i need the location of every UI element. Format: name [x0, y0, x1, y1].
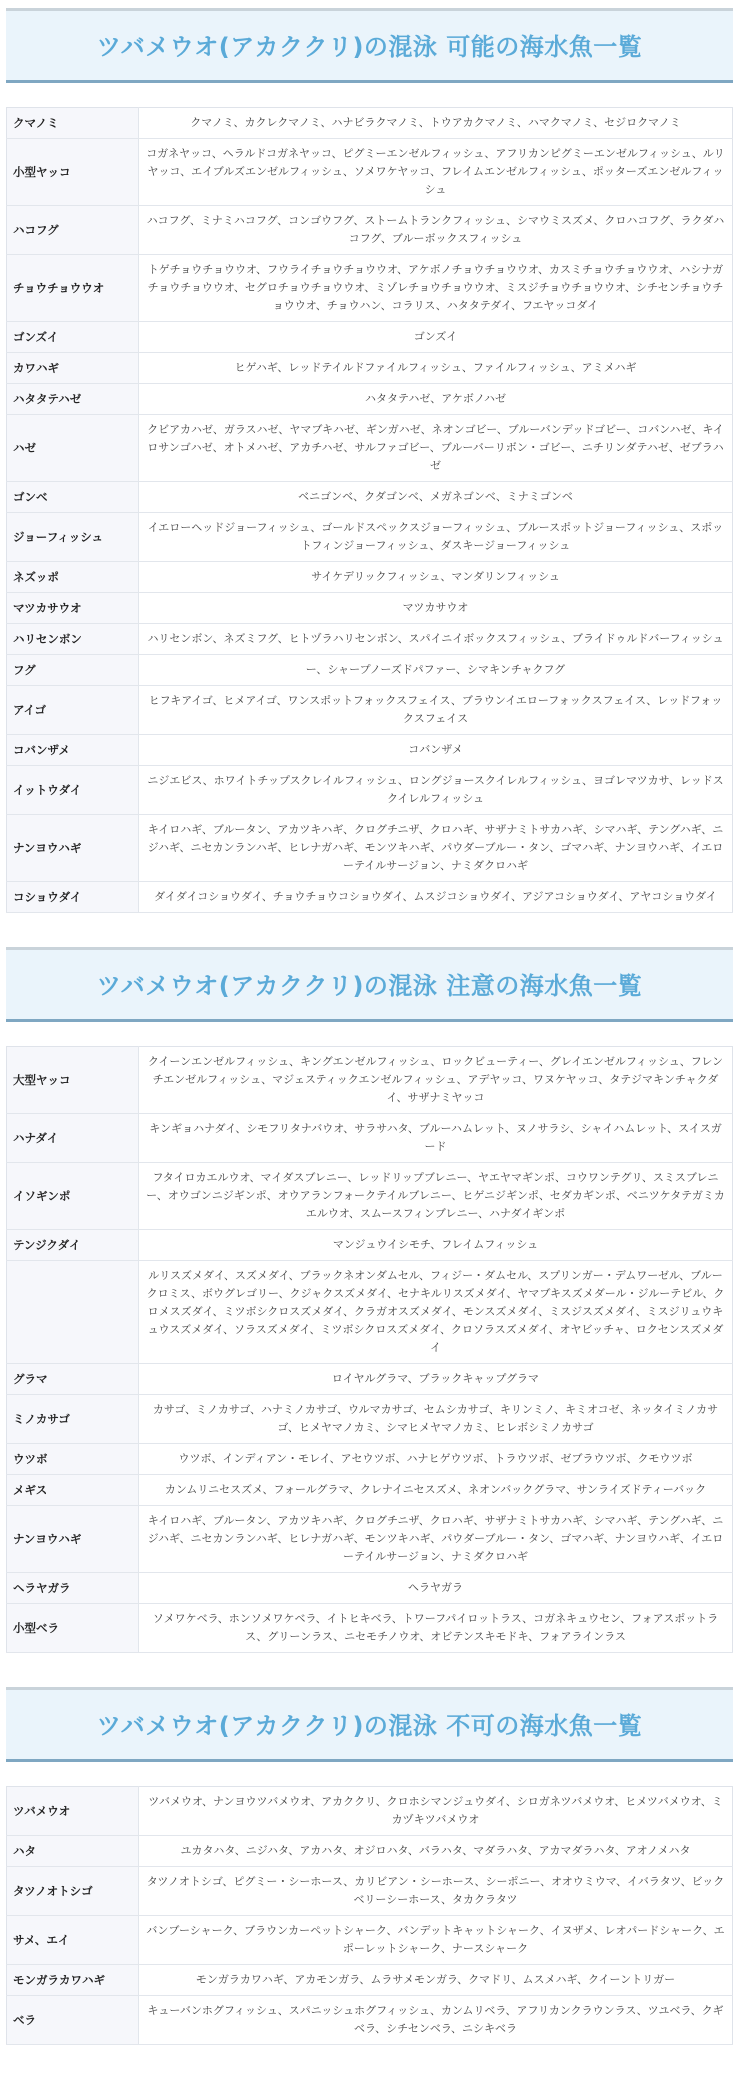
species-list: ヒゲハギ、レッドテイルドファイルフィッシュ、ファイルフィッシュ、アミメハギ	[139, 353, 733, 384]
species-list: ツバメウオ、ナンヨウツバメウオ、アカククリ、クロホシマンジュウダイ、シロガネツバメウオ、ヒメツバメウオ、ミカヅキツバメウオ	[139, 1787, 733, 1836]
fish-table	[6, 1786, 733, 2045]
species-list: コガネヤッコ、ヘラルドコガネヤッコ、ピグミーエンゼルフィッシュ、アフリカンピグミーエンゼルフィッシュ、ルリヤッコ、エイブルズエンゼルフィッシュ、ソメワケヤッコ、フレイムエンゼルフィッシュ、ポッターズエンゼルフィッシュ	[139, 139, 733, 206]
species-list: カサゴ、ミノカサゴ、ハナミノカサゴ、ウルマカサゴ、セムシカサゴ、キリンミノ、キミオコゼ、ネッタイミノカサゴ、ヒメヤマノカミ、シマヒメヤマノカミ、ヒレボシミノカサゴ	[139, 1395, 733, 1444]
fish-group-label: コバンザメ	[7, 735, 139, 766]
table-row	[7, 815, 733, 882]
fish-group-label: マツカサウオ	[7, 593, 139, 624]
species-list: ヒフキアイゴ、ヒメアイゴ、ワンスポットフォックスフェイス、ブラウンイエローフォックスフェイス、レッドフォックスフェイス	[139, 686, 733, 735]
species-list: フタイロカエルウオ、マイダスブレニー、レッドリップブレニー、ヤエヤマギンポ、コウワンテグリ、スミスブレニー、オウゴンニジギンポ、オウアランフォークテイルブレニー、ヒゲニジギンポ、セダカギンポ、ベニツケタテガミカエルウオ、スムースフィンブレニー、ハナダイギンポ	[139, 1163, 733, 1230]
table-row	[7, 1163, 733, 1230]
table-row	[7, 735, 733, 766]
species-list: マツカサウオ	[139, 593, 733, 624]
table-row	[7, 1261, 733, 1364]
fish-group-label: テンジクダイ	[7, 1230, 139, 1261]
fish-group-label: タツノオトシゴ	[7, 1867, 139, 1916]
species-list: ー、シャープノーズドパファー、シマキンチャクフグ	[139, 655, 733, 686]
species-list: ハコフグ、ミナミハコフグ、コンゴウフグ、ストームトランクフィッシュ、シマウミスズメ、クロハコフグ、ラクダハコフグ、ブルーボックスフィッシュ	[139, 206, 733, 255]
fish-group-label: ナンヨウハギ	[7, 1506, 139, 1573]
table-row	[7, 882, 733, 913]
species-list: クイーンエンゼルフィッシュ、キングエンゼルフィッシュ、ロックビューティー、グレイエンゼルフィッシュ、フレンチエンゼルフィッシュ、マジェスティックエンゼルフィッシュ、アデヤッコ、ワヌケヤッコ、タテジマキンチャクダイ、サザナミヤッコ	[139, 1047, 733, 1114]
fish-group-label: ハリセンボン	[7, 624, 139, 655]
species-list: ハタタテハゼ、アケボノハゼ	[139, 384, 733, 415]
species-list: クビアカハゼ、ガラスハゼ、ヤマブキハゼ、ギンガハゼ、ネオンゴビー、ブルーバンデッドゴビー、コバンハゼ、キイロサンゴハゼ、オトメハゼ、アカチハゼ、サルファゴビー、ブルーバーリボン・ゴビー、ニチリンダテハゼ、ゼブラハゼ	[139, 415, 733, 482]
table-row	[7, 655, 733, 686]
table-row	[7, 206, 733, 255]
species-list: クマノミ、カクレクマノミ、ハナビラクマノミ、トウアカクマノミ、ハマクマノミ、セジロクマノミ	[139, 108, 733, 139]
fish-group-label: ネズッポ	[7, 562, 139, 593]
fish-group-label: ハタ	[7, 1836, 139, 1867]
species-list: キューバンホグフィッシュ、スパニッシュホグフィッシュ、カンムリベラ、アフリカンクラウンラス、ツユベラ、クギベラ、シチセンベラ、ニシキベラ	[139, 1996, 733, 2045]
fish-group-label: ベラ	[7, 1996, 139, 2045]
fish-group-label: イットウダイ	[7, 766, 139, 815]
fish-group-label: ツバメウオ	[7, 1787, 139, 1836]
species-list: ハリセンボン、ネズミフグ、ヒトヅラハリセンボン、スパイニイボックスフィッシュ、ブライドゥルドバーフィッシュ	[139, 624, 733, 655]
species-list: カンムリニセスズメ、フォールグラマ、クレナイニセスズメ、ネオンバックグラマ、サンライズドティーバック	[139, 1475, 733, 1506]
fish-group-label: 小型ベラ	[7, 1604, 139, 1653]
table-row	[7, 593, 733, 624]
species-list: タツノオトシゴ、ピグミー・シーホース、カリビアン・シーホース、シーポニー、オオウミウマ、イバラタツ、ビックベリーシーホース、タカクラタツ	[139, 1867, 733, 1916]
fish-group-label: アイゴ	[7, 686, 139, 735]
table-row	[7, 353, 733, 384]
table-row	[7, 1230, 733, 1261]
table-row	[7, 322, 733, 353]
fish-group-label: コショウダイ	[7, 882, 139, 913]
table-row	[7, 139, 733, 206]
section-caution	[0, 947, 739, 1653]
fish-group-label: メギス	[7, 1475, 139, 1506]
table-row	[7, 686, 733, 735]
species-list: ダイダイコショウダイ、チョウチョウコショウダイ、ムスジコショウダイ、アジアコショウダイ、アヤコショウダイ	[139, 882, 733, 913]
fish-group-label: サメ、エイ	[7, 1916, 139, 1965]
fish-group-label: イソギンポ	[7, 1163, 139, 1230]
section-incompatible	[0, 1687, 739, 2045]
fish-group-label: ハタタテハゼ	[7, 384, 139, 415]
table-row	[7, 1996, 733, 2045]
table-row	[7, 1475, 733, 1506]
table-row	[7, 482, 733, 513]
fish-group-label: ジョーフィッシュ	[7, 513, 139, 562]
species-list: ソメワケベラ、ホンソメワケベラ、イトヒキベラ、トワーフパイロットラス、コガネキュウセン、フォアスポットラス、グリーンラス、ニセモチノウオ、オビテンスキモドキ、フォアラインラス	[139, 1604, 733, 1653]
table-row	[7, 1114, 733, 1163]
page	[0, 8, 739, 2045]
fish-group-label	[7, 1261, 139, 1364]
fish-group-label: ミノカサゴ	[7, 1395, 139, 1444]
fish-group-label: ハナダイ	[7, 1114, 139, 1163]
fish-group-label: チョウチョウウオ	[7, 255, 139, 322]
section-heading: ツバメウオ(アカククリ)の混泳 不可の海水魚一覧	[6, 1687, 733, 1762]
fish-group-label: クマノミ	[7, 108, 139, 139]
fish-group-label: ナンヨウハギ	[7, 815, 139, 882]
table-row	[7, 513, 733, 562]
species-list: キイロハギ、ブルータン、アカツキハギ、クログチニザ、クロハギ、サザナミトサカハギ、シマハギ、テングハギ、ニジハギ、ニセカンランハギ、ヒレナガハギ、モンツキハギ、パウダーブルー・タン、ゴマハギ、ナンヨウハギ、イエローテイルサージョン、ナミダクロハギ	[139, 815, 733, 882]
species-list: トゲチョウチョウウオ、フウライチョウチョウウオ、アケボノチョウチョウウオ、カスミチョウチョウウオ、ハシナガチョウチョウウオ、セグロチョウチョウウオ、ミゾレチョウチョウウオ、ミスジチョウチョウウオ、シチセンチョウチョウウオ、チョウハン、コラリス、ハタタテダイ、フエヤッコダイ	[139, 255, 733, 322]
table-row	[7, 766, 733, 815]
fish-group-label: ハゼ	[7, 415, 139, 482]
section-heading: ツバメウオ(アカククリ)の混泳 注意の海水魚一覧	[6, 947, 733, 1022]
table-row	[7, 415, 733, 482]
table-row	[7, 255, 733, 322]
fish-group-label: ウツボ	[7, 1444, 139, 1475]
table-row	[7, 1787, 733, 1836]
species-list: ロイヤルグラマ、ブラックキャップグラマ	[139, 1364, 733, 1395]
table-row	[7, 1604, 733, 1653]
fish-group-label: ゴンズイ	[7, 322, 139, 353]
fish-group-label: 大型ヤッコ	[7, 1047, 139, 1114]
species-list: マンジュウイシモチ、フレイムフィッシュ	[139, 1230, 733, 1261]
species-list: ヘラヤガラ	[139, 1573, 733, 1604]
fish-group-label: 小型ヤッコ	[7, 139, 139, 206]
species-list: ベニゴンベ、クダゴンベ、メガネゴンベ、ミナミゴンベ	[139, 482, 733, 513]
table-row	[7, 108, 733, 139]
species-list: ウツボ、インディアン・モレイ、アセウツボ、ハナヒゲウツボ、トラウツボ、ゼブラウツボ、クモウツボ	[139, 1444, 733, 1475]
table-row	[7, 1965, 733, 1996]
species-list: ルリスズメダイ、スズメダイ、ブラックネオンダムセル、フィジー・ダムセル、スプリンガー・デムワーゼル、ブルークロミス、ボウグレゴリー、クジャクスズメダイ、セナキルリスズメダイ、ヤマブキスズメダール・ジルーテビル、クロメスズダイ、ミツボシクロスズメダイ、クラガオスズメダイ、モンスズメダイ、ミスジスズメダイ、ミスジリュウキュウスズメダイ、ソラスズメダイ、ミツボシクロスズメダイ、クロソラスズメダイ、オヤビッチャ、ロクセンスズメダイ	[139, 1261, 733, 1364]
species-list: キンギョハナダイ、シモフリタナバウオ、サラサハタ、ブルーハムレット、ヌノサラシ、シャイハムレット、スイスガード	[139, 1114, 733, 1163]
table-row	[7, 1836, 733, 1867]
species-list: ユカタハタ、ニジハタ、アカハタ、オジロハタ、バラハタ、マダラハタ、アカマダラハタ、アオノメハタ	[139, 1836, 733, 1867]
table-row	[7, 1867, 733, 1916]
species-list: イエローヘッドジョーフィッシュ、ゴールドスペックスジョーフィッシュ、ブルースポットジョーフィッシュ、スポットフィンジョーフィッシュ、ダスキージョーフィッシュ	[139, 513, 733, 562]
fish-group-label: フグ	[7, 655, 139, 686]
species-list: バンブーシャーク、ブラウンカーペットシャーク、バンデットキャットシャーク、イヌザメ、レオパードシャーク、エポーレットシャーク、ナースシャーク	[139, 1916, 733, 1965]
fish-group-label: ハコフグ	[7, 206, 139, 255]
species-list: ゴンズイ	[139, 322, 733, 353]
table-row	[7, 1573, 733, 1604]
fish-table	[6, 107, 733, 913]
table-row	[7, 1395, 733, 1444]
fish-group-label: カワハギ	[7, 353, 139, 384]
fish-group-label: ゴンベ	[7, 482, 139, 513]
table-row	[7, 1506, 733, 1573]
species-list: コバンザメ	[139, 735, 733, 766]
section-heading: ツバメウオ(アカククリ)の混泳 可能の海水魚一覧	[6, 8, 733, 83]
fish-group-label: モンガラカワハギ	[7, 1965, 139, 1996]
fish-table	[6, 1046, 733, 1653]
table-row	[7, 384, 733, 415]
fish-group-label: グラマ	[7, 1364, 139, 1395]
species-list: ニジエビス、ホワイトチップスクレイルフィッシュ、ロングジョースクイレルフィッシュ、ヨゴレマツカサ、レッドスクイレルフィッシュ	[139, 766, 733, 815]
table-row	[7, 624, 733, 655]
species-list: サイケデリックフィッシュ、マンダリンフィッシュ	[139, 562, 733, 593]
fish-group-label: ヘラヤガラ	[7, 1573, 139, 1604]
table-row	[7, 1444, 733, 1475]
table-row	[7, 562, 733, 593]
section-compatible	[0, 8, 739, 913]
table-row	[7, 1364, 733, 1395]
table-row	[7, 1047, 733, 1114]
species-list: モンガラカワハギ、アカモンガラ、ムラサメモンガラ、クマドリ、ムスメハギ、クイーントリガー	[139, 1965, 733, 1996]
table-row	[7, 1916, 733, 1965]
species-list: キイロハギ、ブルータン、アカツキハギ、クログチニザ、クロハギ、サザナミトサカハギ、シマハギ、テングハギ、ニジハギ、ニセカンランハギ、ヒレナガハギ、モンツキハギ、パウダーブルー・タン、ゴマハギ、ナンヨウハギ、イエローテイルサージョン、ナミダクロハギ	[139, 1506, 733, 1573]
